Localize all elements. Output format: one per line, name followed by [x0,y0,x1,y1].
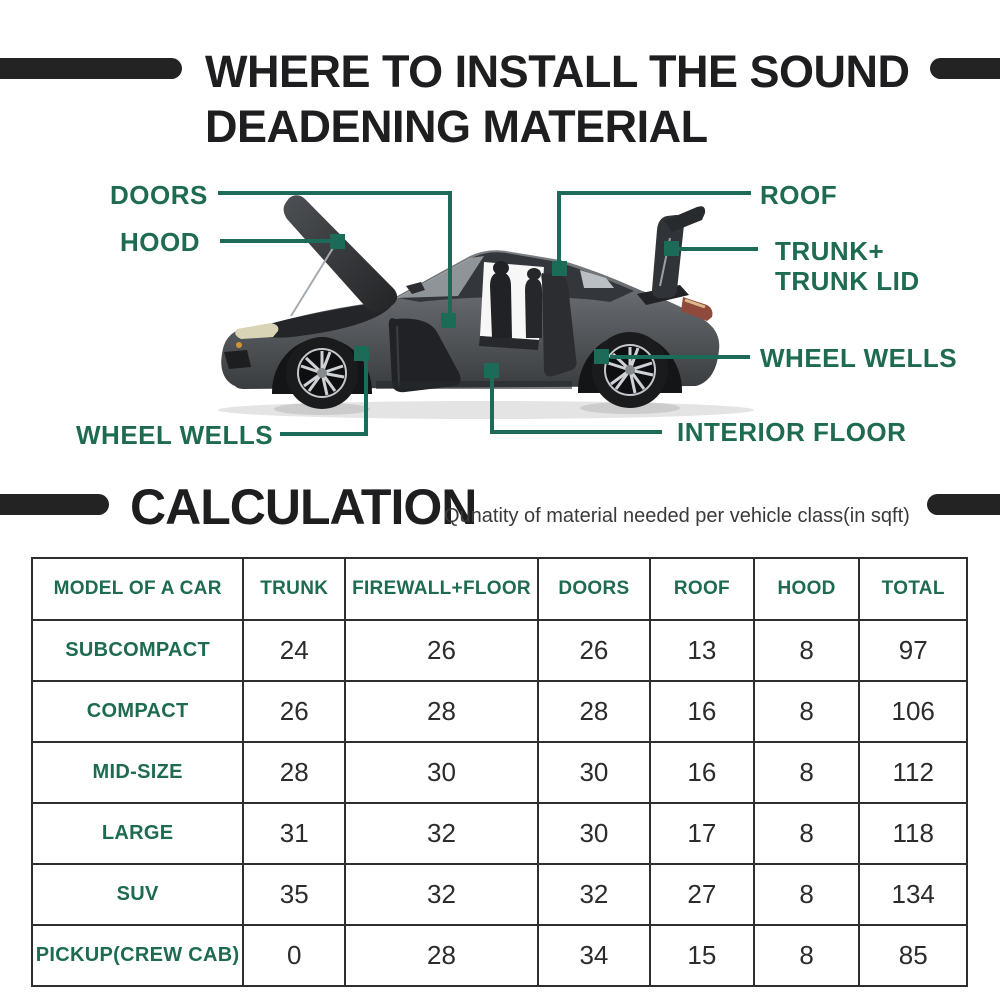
cell-trunk: 0 [243,925,345,986]
label-hood: HOOD [120,227,200,257]
column-header-hood: HOOD [754,558,860,620]
cell-hood: 8 [754,620,860,681]
cell-hood: 8 [754,925,860,986]
cell-roof: 15 [650,925,754,986]
page-title-line1: WHERE TO INSTALL THE SOUND [205,46,910,97]
label-interior-floor: INTERIOR FLOOR [677,417,907,447]
trunk-marker [664,241,679,256]
cell-doors: 26 [538,620,650,681]
cell-total: 118 [859,803,967,864]
interior-floor-marker [484,363,499,378]
calculation-left-bar [0,494,109,515]
cell-trunk: 35 [243,864,345,925]
table-row [32,742,967,803]
label-wheel-wells-left: WHEEL WELLS [76,420,274,450]
cell-total: 134 [859,864,967,925]
wheel-wells-left-connector-line [280,352,368,436]
cell-roof: 27 [650,864,754,925]
wheel-wells-right-marker [594,349,609,364]
cell-firewall-floor: 26 [345,620,538,681]
cell-total: 85 [859,925,967,986]
calculation-right-bar [927,494,1000,515]
cell-hood: 8 [754,864,860,925]
cell-model: SUV [32,864,243,925]
table-row [32,681,967,742]
cell-doors: 28 [538,681,650,742]
cell-model: MID-SIZE [32,742,243,803]
roof-connector-line [557,191,751,269]
cell-doors: 30 [538,803,650,864]
calculation-heading: CALCULATION [130,479,477,535]
wheel-wells-right-connector-line [610,355,750,359]
cell-firewall-floor: 32 [345,803,538,864]
wheel-wells-left-marker [354,346,369,361]
cell-firewall-floor: 32 [345,864,538,925]
calculation-subtitle: Qunatity of material needed per vehicle class(in sqft) [444,505,910,527]
doors-marker [441,313,456,328]
cell-hood: 8 [754,742,860,803]
column-header-roof: ROOF [650,558,754,620]
page-title-line2: DEADENING MATERIAL [205,101,708,152]
doors-connector-line [218,191,452,319]
cell-trunk: 24 [243,620,345,681]
cell-trunk: 31 [243,803,345,864]
cell-hood: 8 [754,681,860,742]
table-row [32,925,967,986]
cell-firewall-floor: 30 [345,742,538,803]
cell-doors: 32 [538,864,650,925]
cell-model: SUBCOMPACT [32,620,243,681]
label-wheel-wells-right: WHEEL WELLS [760,343,958,373]
cell-total: 106 [859,681,967,742]
roof-marker [552,261,567,276]
label-trunk-line2: TRUNK LID [775,266,920,296]
column-header-total: TOTAL [859,558,967,620]
cell-roof: 16 [650,742,754,803]
cell-total: 112 [859,742,967,803]
table-row [32,620,967,681]
cell-model: COMPACT [32,681,243,742]
cell-firewall-floor: 28 [345,925,538,986]
column-header-doors: DOORS [538,558,650,620]
column-header-firewall-floor: FIREWALL+FLOOR [345,558,538,620]
cell-roof: 13 [650,620,754,681]
column-header-trunk: TRUNK [243,558,345,620]
cell-model: LARGE [32,803,243,864]
label-roof: ROOF [760,180,838,210]
cell-firewall-floor: 28 [345,681,538,742]
table-row [32,864,967,925]
cell-trunk: 26 [243,681,345,742]
cell-doors: 34 [538,925,650,986]
label-trunk [775,236,920,296]
hood-connector-line [220,239,338,243]
interior-floor-connector-line [490,374,662,434]
label-trunk-line1: TRUNK+ [775,236,885,266]
column-header-model: MODEL OF A CAR [32,558,243,620]
cell-trunk: 28 [243,742,345,803]
table-header-row [32,558,967,620]
title-left-bar [0,58,182,79]
title-right-bar [930,58,1000,79]
trunk-connector-line [678,247,758,251]
cell-total: 97 [859,620,967,681]
table-row [32,803,967,864]
material-table [31,557,968,987]
cell-roof: 17 [650,803,754,864]
hood-marker [330,234,345,249]
cell-doors: 30 [538,742,650,803]
page-title [205,44,910,154]
cell-model: PICKUP(CREW CAB) [32,925,243,986]
label-doors: DOORS [110,180,208,210]
cell-hood: 8 [754,803,860,864]
cell-roof: 16 [650,681,754,742]
